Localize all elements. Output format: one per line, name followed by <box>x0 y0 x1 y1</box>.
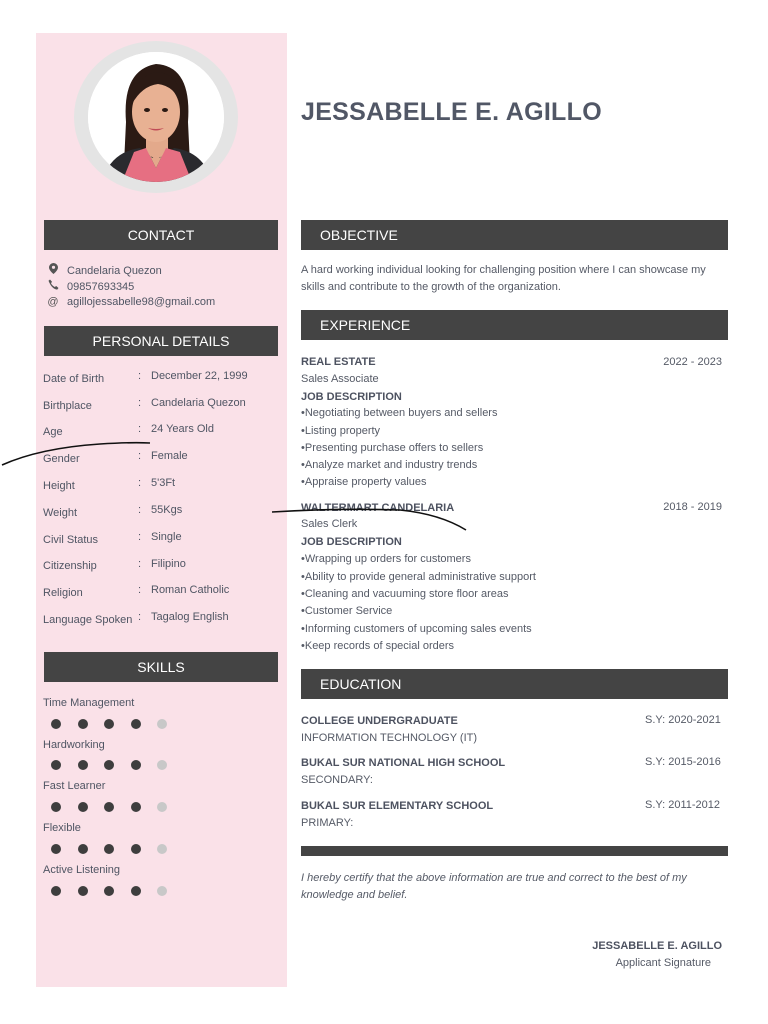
job-duty: •Ability to provide general administrative support <box>301 571 536 583</box>
skill-dot-empty <box>157 760 167 770</box>
job-role: Sales Clerk <box>301 518 358 530</box>
job-years: 2022 - 2023 <box>663 356 722 368</box>
skill-dot-empty <box>157 886 167 896</box>
skill-name: Fast Learner <box>43 780 106 792</box>
personal-value: Female <box>151 450 188 462</box>
personal-value: December 22, 1999 <box>151 370 248 382</box>
personal-label: Language Spoken <box>43 614 133 626</box>
personal-label: Date of Birth <box>43 373 105 385</box>
phone-icon <box>46 279 60 294</box>
skills-heading: SKILLS <box>44 652 278 682</box>
job-description-heading: JOB DESCRIPTION <box>301 391 402 403</box>
personal-colon: : <box>138 450 142 462</box>
objective-heading: OBJECTIVE <box>301 220 728 250</box>
job-duty: •Listing property <box>301 425 381 437</box>
skill-name: Flexible <box>43 822 81 834</box>
profile-photo-image <box>88 52 224 182</box>
skill-dot-filled <box>51 844 61 854</box>
job-company: WALTERMART CANDELARIA <box>301 502 455 514</box>
education-school: COLLEGE UNDERGRADUATE <box>301 715 458 727</box>
personal-value: Single <box>151 531 182 543</box>
personal-colon: : <box>138 611 142 623</box>
education-year: S.Y: 2011-2012 <box>645 799 721 811</box>
personal-value: 5'3Ft <box>151 477 176 489</box>
contact-email-text: agillojessabelle98@gmail.com <box>67 296 216 308</box>
skill-dot-filled <box>78 802 88 812</box>
skill-dot-filled <box>131 886 141 896</box>
signature-name: JESSABELLE E. AGILLO <box>592 940 722 952</box>
section-divider <box>301 846 728 856</box>
job-years: 2018 - 2019 <box>663 501 722 513</box>
education-year: S.Y: 2020-2021 <box>645 714 721 726</box>
personal-value: 55Kgs <box>151 504 183 516</box>
job-duty: •Negotiating between buyers and sellers <box>301 407 498 419</box>
certification-statement: I hereby certify that the above information are true and correct to the best of my knowledge and belief. <box>301 872 687 901</box>
personal-colon: : <box>138 370 142 382</box>
personal-label: Religion <box>43 587 83 599</box>
contact-phone <box>46 279 134 293</box>
signature-label: Applicant Signature <box>615 957 711 969</box>
personal-label: Age <box>43 426 63 438</box>
skill-dot-filled <box>78 886 88 896</box>
job-description-heading: JOB DESCRIPTION <box>301 536 402 548</box>
education-school: BUKAL SUR NATIONAL HIGH SCHOOL <box>301 757 506 769</box>
personal-colon: : <box>138 504 142 516</box>
personal-label: Gender <box>43 453 80 465</box>
education-year: S.Y: 2015-2016 <box>645 756 721 768</box>
personal-value: 24 Years Old <box>151 423 214 435</box>
skill-dot-empty <box>157 802 167 812</box>
skill-dot-filled <box>104 844 114 854</box>
skill-dot-filled <box>51 760 61 770</box>
skill-dot-filled <box>51 719 61 729</box>
contact-address-text: Candelaria Quezon <box>67 265 162 277</box>
personal-colon: : <box>138 477 142 489</box>
job-duty: •Wrapping up orders for customers <box>301 553 471 565</box>
skill-dot-filled <box>51 886 61 896</box>
personal-label: Weight <box>43 507 78 519</box>
job-duty: •Keep records of special orders <box>301 640 455 652</box>
education-detail: INFORMATION TECHNOLOGY (IT) <box>301 732 478 744</box>
contact-address <box>46 263 162 277</box>
contact-email <box>46 295 215 309</box>
skill-dot-empty <box>157 719 167 729</box>
skill-dot-filled <box>131 719 141 729</box>
skill-name: Time Management <box>43 697 135 709</box>
personal-details-heading: PERSONAL DETAILS <box>44 326 278 356</box>
personal-colon: : <box>138 423 142 435</box>
job-company: REAL ESTATE <box>301 356 376 368</box>
skill-dot-filled <box>104 760 114 770</box>
job-duty: •Cleaning and vacuuming store floor areas <box>301 588 509 600</box>
personal-label: Height <box>43 480 75 492</box>
personal-value: Tagalog English <box>151 611 229 623</box>
contact-phone-text: 09857693345 <box>67 281 135 293</box>
skill-dot-filled <box>131 844 141 854</box>
personal-colon: : <box>138 397 142 409</box>
personal-value: Candelaria Quezon <box>151 397 246 409</box>
job-duty: •Presenting purchase offers to sellers <box>301 442 484 454</box>
personal-value: Roman Catholic <box>151 584 230 596</box>
at-sign-icon: @ <box>47 296 59 308</box>
skill-dot-filled <box>51 802 61 812</box>
personal-value: Filipino <box>151 558 186 570</box>
education-school: BUKAL SUR ELEMENTARY SCHOOL <box>301 800 494 812</box>
personal-label: Civil Status <box>43 534 99 546</box>
skill-name: Hardworking <box>43 739 105 751</box>
experience-heading: EXPERIENCE <box>301 310 728 340</box>
education-detail: SECONDARY: <box>301 774 373 786</box>
education-heading: EDUCATION <box>301 669 728 699</box>
skill-dot-empty <box>157 844 167 854</box>
applicant-name: JESSABELLE E. AGILLO <box>301 98 602 126</box>
skill-dot-filled <box>78 719 88 729</box>
job-duty: •Analyze market and industry trends <box>301 459 478 471</box>
personal-colon: : <box>138 584 142 596</box>
skill-dot-filled <box>104 719 114 729</box>
education-detail: PRIMARY: <box>301 817 354 829</box>
contact-heading: CONTACT <box>44 220 278 250</box>
skill-dot-filled <box>78 760 88 770</box>
location-pin-icon <box>46 263 60 278</box>
skill-dot-filled <box>104 886 114 896</box>
personal-label: Birthplace <box>43 400 92 412</box>
personal-label: Citizenship <box>43 560 97 572</box>
personal-colon: : <box>138 558 142 570</box>
job-duty: •Informing customers of upcoming sales events <box>301 623 532 635</box>
job-role: Sales Associate <box>301 373 379 385</box>
skill-name: Active Listening <box>43 864 121 876</box>
skill-dot-filled <box>104 802 114 812</box>
personal-colon: : <box>138 531 142 543</box>
objective-text: A hard working individual looking for challenging position where I can showcase my skills and contribute to the growth of the organization. <box>301 264 706 293</box>
job-duty: •Customer Service <box>301 605 393 617</box>
profile-photo <box>88 52 224 182</box>
skill-dot-filled <box>131 802 141 812</box>
skill-dot-filled <box>78 844 88 854</box>
job-duty: •Appraise property values <box>301 476 427 488</box>
skill-dot-filled <box>131 760 141 770</box>
